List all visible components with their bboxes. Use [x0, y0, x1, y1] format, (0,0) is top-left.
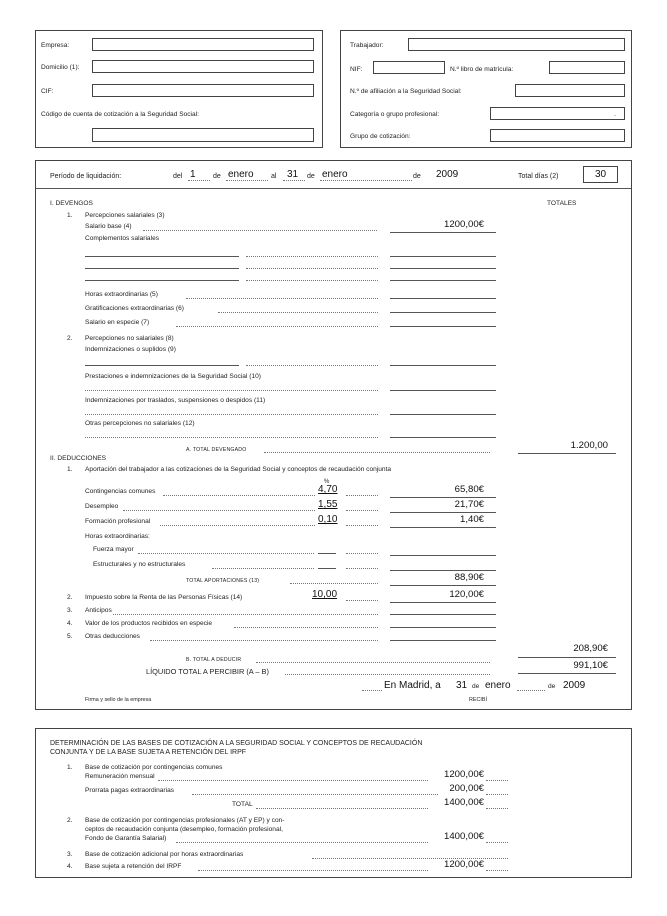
ccc-label: Código de cuenta de cotización a la Seguridad Social:	[41, 111, 199, 118]
line	[390, 602, 496, 603]
period-day2: 31	[287, 169, 299, 180]
dots	[320, 180, 412, 181]
dots	[138, 553, 314, 554]
dots	[158, 780, 428, 781]
afiliacion-field[interactable]	[515, 84, 625, 97]
percepciones-no-salariales: Percepciones no salariales (8)	[85, 335, 174, 342]
period-year: 2009	[436, 169, 459, 180]
dots	[85, 390, 378, 391]
dots	[113, 614, 378, 615]
dots	[256, 808, 428, 809]
salario-base-value: 1200,00€	[443, 219, 484, 230]
total-aportaciones-label: TOTAL APORTACIONES (13)	[186, 578, 260, 584]
line	[390, 512, 496, 513]
prestaciones-label: Prestaciones e indemnizaciones de la Seguridad Social (10)	[85, 373, 261, 380]
dots	[246, 365, 378, 366]
total-devengado-label: A. TOTAL DEVENGADO	[186, 447, 247, 453]
period-de1: de	[213, 173, 221, 180]
valor-especie-label: Valor de los productos recibidos en especie	[85, 620, 213, 627]
anticipos-label: Anticipos	[85, 607, 112, 614]
total-bases-value: 1400,00€	[443, 797, 484, 808]
period-label: Período de liquidación:	[50, 173, 122, 180]
line	[390, 280, 496, 281]
aportacion-label: Aportación del trabajador a las cotizaciones de la Seguridad Social y conceptos de recaudación conjunta	[85, 466, 392, 473]
libro-field[interactable]	[549, 61, 625, 74]
trabajador-field[interactable]	[408, 38, 625, 51]
dots	[150, 640, 378, 641]
indemnizaciones-label: Indemnizaciones o suplidos (9)	[85, 346, 176, 353]
dots	[486, 808, 508, 809]
line	[390, 390, 496, 391]
line	[85, 256, 239, 257]
base-horas-label: Base de cotización adicional por horas extraordinarias	[85, 851, 244, 858]
percepciones-salariales: Percepciones salariales (3)	[85, 212, 165, 219]
item-number: 4.	[67, 863, 73, 870]
line	[390, 312, 496, 313]
fuerza-mayor-label: Fuerza mayor	[93, 546, 134, 553]
total-deducir-value: 208,90€	[573, 643, 608, 654]
afiliacion-label: N.º de afiliación a la Seguridad Social:	[350, 88, 462, 95]
liquido-value: 991,10€	[573, 660, 608, 671]
dots	[234, 627, 378, 628]
dots	[246, 256, 378, 257]
line	[85, 365, 239, 366]
dots	[246, 268, 378, 269]
dots	[85, 437, 378, 438]
dots	[264, 452, 490, 453]
base-cc-label: Base de cotización por contingencias comunes	[85, 764, 223, 771]
total-dias-field[interactable]: 30	[583, 166, 618, 183]
trabajador-label: Trabajador:	[350, 42, 384, 49]
domicilio-label: Domicilio (1):	[41, 64, 80, 71]
contingencias-value: 65,80€	[454, 484, 484, 495]
line	[318, 553, 336, 554]
line	[390, 640, 496, 641]
nif-label: NIF:	[350, 66, 363, 73]
line	[390, 497, 496, 498]
categoria-select[interactable]	[490, 107, 625, 120]
cif-label: CIF:	[41, 88, 54, 95]
item-number: 3.	[67, 851, 73, 858]
horas-extra-label: Horas extraordinarias (5)	[85, 291, 158, 298]
lugar-day: 31	[456, 680, 468, 691]
dots	[85, 414, 378, 415]
line	[390, 527, 496, 528]
item-number: 4.	[67, 620, 73, 627]
lugar-year: 2009	[563, 680, 586, 691]
dots	[246, 280, 378, 281]
complementos-label: Complementos salariales	[85, 235, 160, 242]
period-del: del	[173, 173, 183, 180]
bases-title-2: CONJUNTA Y DE LA BASE SUJETA A RETENCIÓN DEL IRPF	[50, 749, 247, 756]
estructurales-label: Estructurales y no estructurales	[93, 561, 186, 568]
line	[518, 673, 616, 674]
total-dias-label: Total días (2)	[518, 173, 559, 180]
item-number: 1.	[67, 764, 73, 771]
base-cp-line1: Base de cotización por contingencias profesionales (AT y EP) y con-	[85, 817, 285, 824]
dots	[226, 180, 268, 181]
dots	[212, 568, 314, 569]
desempleo-label: Desempleo	[85, 503, 119, 510]
irpf-pct: 10,00	[312, 589, 338, 600]
formacion-value: 1,40€	[459, 514, 484, 525]
irpf-label: Impuesto sobre la Renta de las Personas Físicas (14)	[85, 594, 243, 601]
recibi-label: RECIBÍ	[469, 697, 487, 703]
bases-title-1: DETERMINACIÓN DE LAS BASES DE COTIZACIÓN A LA SEGURIDAD SOCIAL Y CONCEPTOS DE RECAUDACIÓN	[50, 740, 423, 747]
line	[390, 627, 496, 628]
line	[390, 555, 496, 556]
contingencias-label: Contingencias comunes	[85, 488, 156, 495]
empresa-field[interactable]	[92, 38, 314, 51]
otras-perc-label: Otras percepciones no salariales (12)	[85, 420, 195, 427]
dots	[283, 180, 305, 181]
dots	[486, 870, 508, 871]
line	[318, 568, 336, 569]
item-number: 2.	[67, 594, 73, 601]
dots	[256, 662, 490, 663]
period-de3: de	[413, 173, 421, 180]
deducciones-heading: II. DEDUCCIONES	[50, 455, 107, 462]
dots	[198, 870, 428, 871]
dots	[362, 690, 382, 691]
lugar-de: de	[472, 683, 480, 690]
totales-heading: TOTALES	[547, 200, 577, 207]
total-bases-label: TOTAL	[232, 801, 253, 808]
line	[390, 614, 496, 615]
dots	[176, 842, 428, 843]
remuneracion-value: 1200,00€	[443, 769, 484, 780]
lugar-month: enero	[485, 680, 511, 691]
prorrata-label: Prorrata pagas extraordinarias	[85, 787, 175, 794]
dots	[346, 553, 378, 554]
period-divider	[36, 188, 631, 189]
dots	[186, 298, 378, 299]
cif-field[interactable]	[92, 84, 314, 97]
dots	[160, 525, 315, 526]
line	[85, 268, 239, 269]
formacion-pct: 0,10	[318, 514, 338, 525]
line	[390, 585, 496, 586]
irpf-value: 120,00€	[449, 589, 484, 600]
dots	[192, 794, 438, 795]
empresa-label: Empresa:	[41, 42, 70, 49]
period-month2: enero	[322, 169, 348, 180]
dots	[346, 495, 378, 496]
gratificaciones-label: Gratificaciones extraordinarias (6)	[85, 305, 184, 312]
period-de2: de	[307, 173, 315, 180]
formacion-label: Formación profesional	[85, 518, 151, 525]
otras-deducciones-label: Otras deducciones	[85, 633, 140, 640]
line	[390, 298, 496, 299]
line	[518, 657, 616, 658]
prorrata-value: 200,00€	[449, 783, 484, 794]
line	[390, 365, 496, 366]
line	[390, 570, 496, 571]
dots	[188, 180, 210, 181]
dots	[123, 510, 315, 511]
total-devengado-value: 1.200,00	[570, 440, 608, 451]
period-al: al	[271, 173, 277, 180]
dots	[143, 230, 377, 231]
liquido-label: LÍQUIDO TOTAL A PERCIBIR (A – B)	[146, 667, 269, 676]
period-day1: 1	[190, 169, 196, 180]
dots	[346, 510, 378, 511]
line	[390, 414, 496, 415]
lugar-de2: de	[548, 683, 556, 690]
base-cp-line3: Fondo de Garantía Salarial)	[85, 835, 167, 842]
dots	[346, 525, 378, 526]
nif-field[interactable]	[373, 61, 445, 74]
dots	[163, 495, 315, 496]
total-aportaciones-value: 88,90€	[454, 572, 484, 583]
item-number: 2.	[67, 817, 73, 824]
dots	[486, 780, 508, 781]
dots	[486, 794, 508, 795]
ccc-field[interactable]	[92, 128, 314, 142]
percent-mark: %	[324, 479, 330, 485]
desempleo-value: 21,70€	[454, 499, 484, 510]
dots	[346, 568, 378, 569]
remuneracion-label: Remuneración mensual	[85, 773, 155, 780]
base-cp-line2: ceptos de recaudación conjunta (desempleo, formación profesional,	[85, 826, 283, 833]
desempleo-pct: 1,55	[318, 499, 338, 510]
dots	[176, 326, 378, 327]
dots	[285, 674, 490, 675]
item-number: 2.	[67, 335, 73, 342]
item-number: 5.	[67, 633, 73, 640]
period-month1: enero	[228, 169, 254, 180]
base-irpf-label: Base sujeta a retención del IRPF	[85, 863, 182, 870]
lugar-text: En Madrid, a	[384, 680, 441, 691]
especie-label: Salario en especie (7)	[85, 319, 150, 326]
horas-extra-ded-label: Horas extraordinarias:	[85, 533, 150, 540]
devengos-heading: I. DEVENGOS	[50, 200, 93, 207]
line	[390, 437, 496, 438]
firma-label: Firma y sello de la empresa	[85, 697, 152, 703]
salario-base-label: Salario base (4)	[85, 223, 132, 230]
contingencias-pct: 4,70	[318, 484, 338, 495]
line	[390, 326, 496, 327]
line	[518, 453, 616, 454]
line	[390, 232, 496, 233]
dots	[517, 690, 545, 691]
libro-label: N.º libro de matrícula:	[450, 66, 514, 73]
line	[390, 256, 496, 257]
traslados-label: Indemnizaciones por traslados, suspensiones o despidos (11)	[85, 397, 266, 404]
base-cp-value: 1400,00€	[443, 831, 484, 842]
categoria-label: Categoría o grupo profesional:	[350, 111, 440, 118]
item-number: 3.	[67, 607, 73, 614]
base-irpf-value: 1200,00€	[443, 859, 484, 870]
grupo-field[interactable]	[490, 129, 625, 142]
grupo-label: Grupo de cotización:	[350, 133, 411, 140]
dropdown-mark-icon: .	[614, 111, 616, 118]
dots	[218, 312, 378, 313]
item-number: 1.	[67, 212, 73, 219]
line	[85, 280, 239, 281]
line	[390, 268, 496, 269]
dots	[486, 842, 508, 843]
dots	[346, 600, 378, 601]
domicilio-field[interactable]	[92, 60, 314, 73]
total-deducir-label: B. TOTAL A DEDUCIR	[186, 657, 242, 663]
item-number: 1.	[67, 466, 73, 473]
dots	[290, 583, 378, 584]
